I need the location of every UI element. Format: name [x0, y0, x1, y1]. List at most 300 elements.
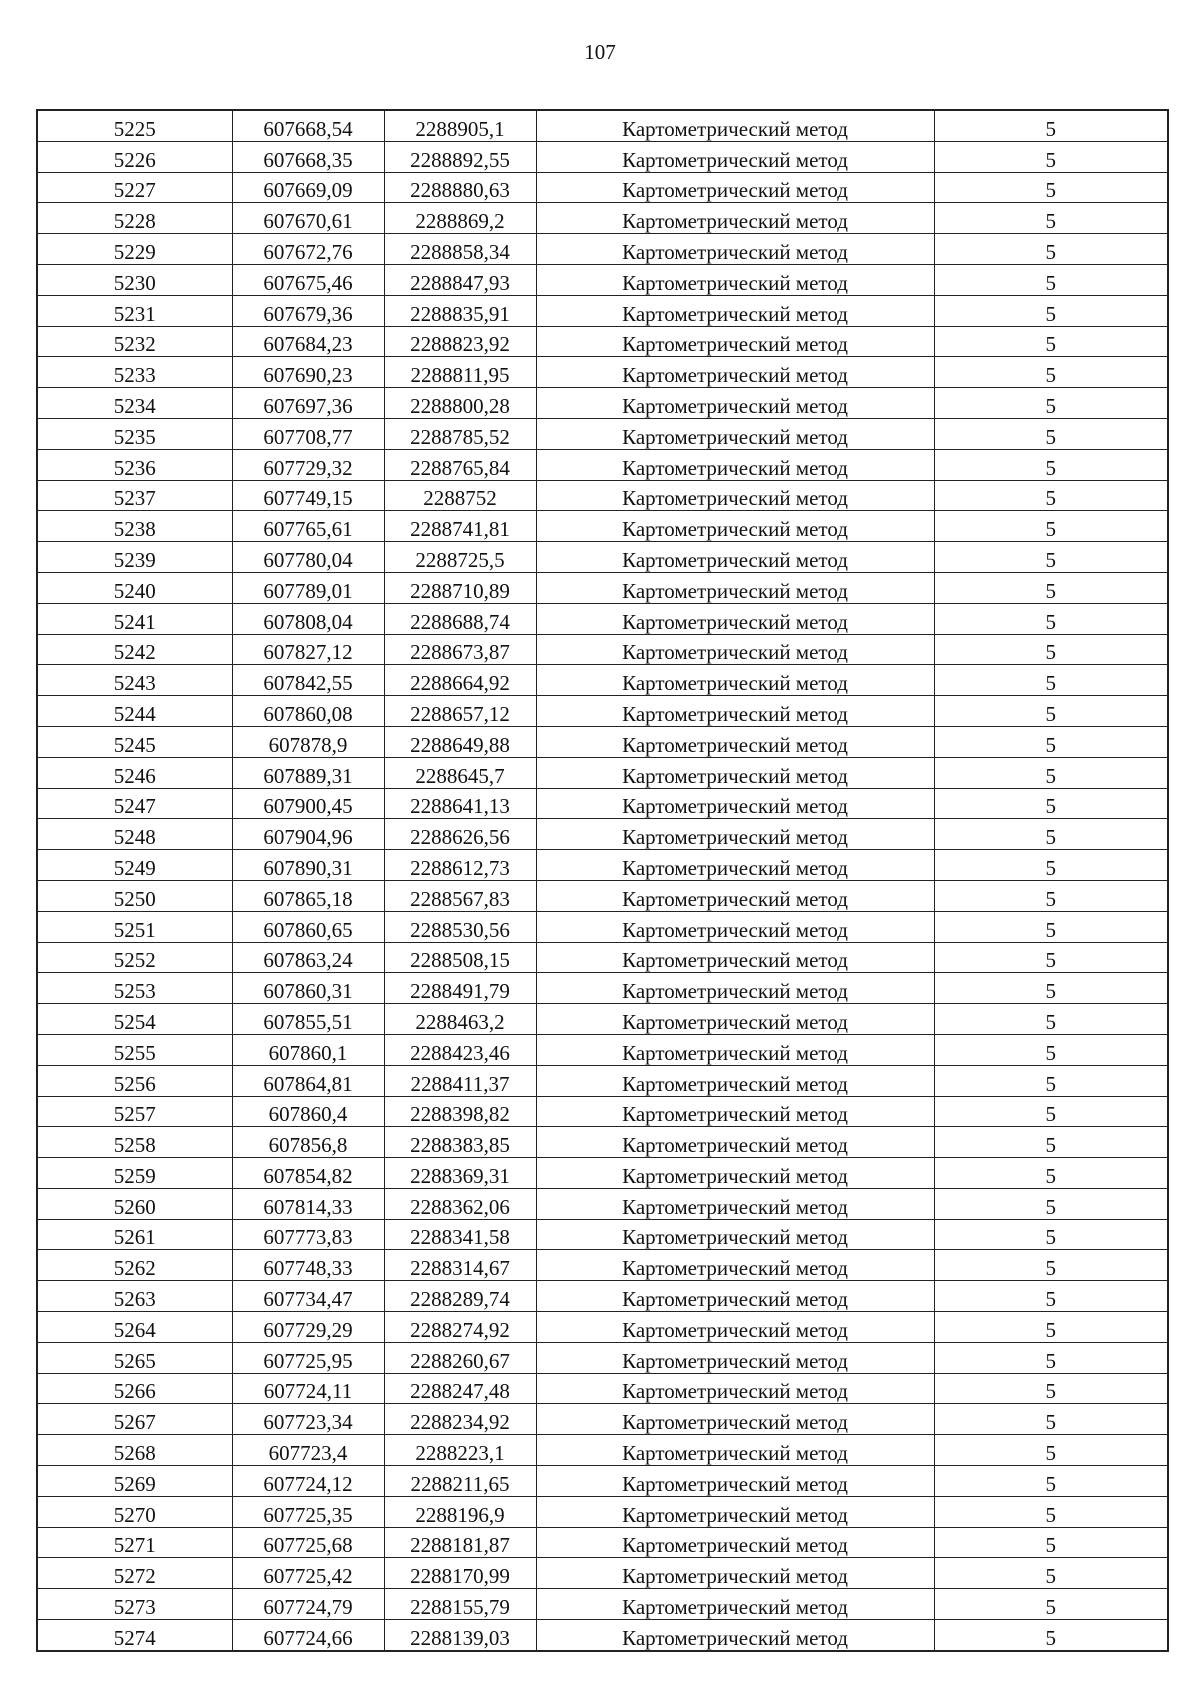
method-cell: Картометрический метод — [536, 1342, 934, 1373]
method-cell: Картометрический метод — [536, 1496, 934, 1527]
y-coordinate-cell: 2288612,73 — [384, 850, 536, 881]
x-coordinate-cell: 607860,31 — [232, 973, 384, 1004]
x-coordinate-cell: 607856,8 — [232, 1127, 384, 1158]
x-coordinate-cell: 607860,4 — [232, 1096, 384, 1127]
table-row — [37, 1496, 1168, 1527]
table-row — [37, 757, 1168, 788]
point-number-cell: 5248 — [37, 819, 232, 850]
accuracy-cell: 5 — [934, 572, 1168, 603]
y-coordinate-cell: 2288785,52 — [384, 418, 536, 449]
y-coordinate-cell: 2288274,92 — [384, 1312, 536, 1343]
accuracy-cell: 5 — [934, 141, 1168, 172]
page-number: 107 — [584, 40, 616, 64]
point-number-cell: 5247 — [37, 788, 232, 819]
point-number-cell: 5231 — [37, 295, 232, 326]
method-cell: Картометрический метод — [536, 542, 934, 573]
accuracy-cell: 5 — [934, 1188, 1168, 1219]
y-coordinate-cell: 2288905,1 — [384, 110, 536, 141]
accuracy-cell: 5 — [934, 665, 1168, 696]
table-row — [37, 264, 1168, 295]
point-number-cell: 5259 — [37, 1158, 232, 1189]
method-cell: Картометрический метод — [536, 110, 934, 141]
x-coordinate-cell: 607863,24 — [232, 942, 384, 973]
method-cell: Картометрический метод — [536, 973, 934, 1004]
point-number-cell: 5244 — [37, 696, 232, 727]
point-number-cell: 5271 — [37, 1527, 232, 1558]
method-cell: Картометрический метод — [536, 850, 934, 881]
y-coordinate-cell: 2288181,87 — [384, 1527, 536, 1558]
y-coordinate-cell: 2288223,1 — [384, 1435, 536, 1466]
table-row — [37, 1404, 1168, 1435]
x-coordinate-cell: 607860,1 — [232, 1034, 384, 1065]
accuracy-cell: 5 — [934, 1250, 1168, 1281]
accuracy-cell: 5 — [934, 418, 1168, 449]
method-cell: Картометрический метод — [536, 757, 934, 788]
method-cell: Картометрический метод — [536, 357, 934, 388]
method-cell: Картометрический метод — [536, 942, 934, 973]
y-coordinate-cell: 2288362,06 — [384, 1188, 536, 1219]
accuracy-cell: 5 — [934, 911, 1168, 942]
table-row — [37, 603, 1168, 634]
table-row — [37, 203, 1168, 234]
x-coordinate-cell: 607814,33 — [232, 1188, 384, 1219]
method-cell: Картометрический метод — [536, 911, 934, 942]
method-cell: Картометрический метод — [536, 234, 934, 265]
method-cell: Картометрический метод — [536, 1435, 934, 1466]
point-number-cell: 5274 — [37, 1620, 232, 1651]
point-number-cell: 5268 — [37, 1435, 232, 1466]
y-coordinate-cell: 2288211,65 — [384, 1466, 536, 1497]
point-number-cell: 5225 — [37, 110, 232, 141]
y-coordinate-cell: 2288649,88 — [384, 726, 536, 757]
table-row — [37, 1250, 1168, 1281]
table-row — [37, 1034, 1168, 1065]
method-cell: Картометрический метод — [536, 1589, 934, 1620]
point-number-cell: 5263 — [37, 1281, 232, 1312]
y-coordinate-cell: 2288423,46 — [384, 1034, 536, 1065]
x-coordinate-cell: 607697,36 — [232, 388, 384, 419]
point-number-cell: 5230 — [37, 264, 232, 295]
method-cell: Картометрический метод — [536, 1219, 934, 1250]
y-coordinate-cell: 2288847,93 — [384, 264, 536, 295]
y-coordinate-cell: 2288508,15 — [384, 942, 536, 973]
table-row — [37, 1188, 1168, 1219]
accuracy-cell: 5 — [934, 696, 1168, 727]
coordinates-table — [36, 109, 1169, 1652]
method-cell: Картометрический метод — [536, 1527, 934, 1558]
accuracy-cell: 5 — [934, 757, 1168, 788]
y-coordinate-cell: 2288463,2 — [384, 1004, 536, 1035]
x-coordinate-cell: 607729,29 — [232, 1312, 384, 1343]
x-coordinate-cell: 607725,95 — [232, 1342, 384, 1373]
x-coordinate-cell: 607904,96 — [232, 819, 384, 850]
y-coordinate-cell: 2288710,89 — [384, 572, 536, 603]
method-cell: Картометрический метод — [536, 1312, 934, 1343]
table-row — [37, 172, 1168, 203]
method-cell: Картометрический метод — [536, 203, 934, 234]
accuracy-cell: 5 — [934, 942, 1168, 973]
method-cell: Картометрический метод — [536, 603, 934, 634]
point-number-cell: 5238 — [37, 511, 232, 542]
method-cell: Картометрический метод — [536, 264, 934, 295]
method-cell: Картометрический метод — [536, 665, 934, 696]
point-number-cell: 5249 — [37, 850, 232, 881]
point-number-cell: 5255 — [37, 1034, 232, 1065]
point-number-cell: 5233 — [37, 357, 232, 388]
x-coordinate-cell: 607748,33 — [232, 1250, 384, 1281]
accuracy-cell: 5 — [934, 1281, 1168, 1312]
x-coordinate-cell: 607668,54 — [232, 110, 384, 141]
x-coordinate-cell: 607724,11 — [232, 1373, 384, 1404]
method-cell: Картометрический метод — [536, 1466, 934, 1497]
x-coordinate-cell: 607670,61 — [232, 203, 384, 234]
method-cell: Картометрический метод — [536, 1158, 934, 1189]
point-number-cell: 5237 — [37, 480, 232, 511]
table-row — [37, 880, 1168, 911]
method-cell: Картометрический метод — [536, 726, 934, 757]
x-coordinate-cell: 607723,4 — [232, 1435, 384, 1466]
point-number-cell: 5265 — [37, 1342, 232, 1373]
y-coordinate-cell: 2288657,12 — [384, 696, 536, 727]
method-cell: Картометрический метод — [536, 1004, 934, 1035]
accuracy-cell: 5 — [934, 726, 1168, 757]
table-row — [37, 326, 1168, 357]
point-number-cell: 5232 — [37, 326, 232, 357]
x-coordinate-cell: 607889,31 — [232, 757, 384, 788]
point-number-cell: 5239 — [37, 542, 232, 573]
y-coordinate-cell: 2288398,82 — [384, 1096, 536, 1127]
y-coordinate-cell: 2288341,58 — [384, 1219, 536, 1250]
y-coordinate-cell: 2288530,56 — [384, 911, 536, 942]
table-row — [37, 388, 1168, 419]
y-coordinate-cell: 2288247,48 — [384, 1373, 536, 1404]
point-number-cell: 5260 — [37, 1188, 232, 1219]
x-coordinate-cell: 607724,12 — [232, 1466, 384, 1497]
accuracy-cell: 5 — [934, 234, 1168, 265]
accuracy-cell: 5 — [934, 1435, 1168, 1466]
method-cell: Картометрический метод — [536, 880, 934, 911]
y-coordinate-cell: 2288892,55 — [384, 141, 536, 172]
table-row — [37, 1096, 1168, 1127]
x-coordinate-cell: 607878,9 — [232, 726, 384, 757]
y-coordinate-cell: 2288260,67 — [384, 1342, 536, 1373]
method-cell: Картометрический метод — [536, 819, 934, 850]
y-coordinate-cell: 2288800,28 — [384, 388, 536, 419]
x-coordinate-cell: 607900,45 — [232, 788, 384, 819]
y-coordinate-cell: 2288626,56 — [384, 819, 536, 850]
y-coordinate-cell: 2288869,2 — [384, 203, 536, 234]
accuracy-cell: 5 — [934, 603, 1168, 634]
y-coordinate-cell: 2288314,67 — [384, 1250, 536, 1281]
method-cell: Картометрический метод — [536, 449, 934, 480]
accuracy-cell: 5 — [934, 1065, 1168, 1096]
accuracy-cell: 5 — [934, 1466, 1168, 1497]
method-cell: Картометрический метод — [536, 1281, 934, 1312]
accuracy-cell: 5 — [934, 850, 1168, 881]
point-number-cell: 5272 — [37, 1558, 232, 1589]
y-coordinate-cell: 2288645,7 — [384, 757, 536, 788]
point-number-cell: 5264 — [37, 1312, 232, 1343]
accuracy-cell: 5 — [934, 1496, 1168, 1527]
point-number-cell: 5240 — [37, 572, 232, 603]
accuracy-cell: 5 — [934, 1312, 1168, 1343]
x-coordinate-cell: 607723,34 — [232, 1404, 384, 1435]
point-number-cell: 5261 — [37, 1219, 232, 1250]
y-coordinate-cell: 2288741,81 — [384, 511, 536, 542]
y-coordinate-cell: 2288491,79 — [384, 973, 536, 1004]
y-coordinate-cell: 2288139,03 — [384, 1620, 536, 1651]
x-coordinate-cell: 607684,23 — [232, 326, 384, 357]
y-coordinate-cell: 2288725,5 — [384, 542, 536, 573]
point-number-cell: 5236 — [37, 449, 232, 480]
y-coordinate-cell: 2288664,92 — [384, 665, 536, 696]
point-number-cell: 5234 — [37, 388, 232, 419]
accuracy-cell: 5 — [934, 973, 1168, 1004]
table-row — [37, 1281, 1168, 1312]
accuracy-cell: 5 — [934, 357, 1168, 388]
x-coordinate-cell: 607780,04 — [232, 542, 384, 573]
table-row — [37, 634, 1168, 665]
x-coordinate-cell: 607725,35 — [232, 1496, 384, 1527]
accuracy-cell: 5 — [934, 819, 1168, 850]
method-cell: Картометрический метод — [536, 788, 934, 819]
y-coordinate-cell: 2288369,31 — [384, 1158, 536, 1189]
table-row — [37, 1127, 1168, 1158]
point-number-cell: 5253 — [37, 973, 232, 1004]
x-coordinate-cell: 607729,32 — [232, 449, 384, 480]
table-row — [37, 1065, 1168, 1096]
x-coordinate-cell: 607864,81 — [232, 1065, 384, 1096]
y-coordinate-cell: 2288196,9 — [384, 1496, 536, 1527]
y-coordinate-cell: 2288289,74 — [384, 1281, 536, 1312]
y-coordinate-cell: 2288752 — [384, 480, 536, 511]
point-number-cell: 5273 — [37, 1589, 232, 1620]
table-row — [37, 942, 1168, 973]
method-cell: Картометрический метод — [536, 1558, 934, 1589]
x-coordinate-cell: 607708,77 — [232, 418, 384, 449]
table-row — [37, 1342, 1168, 1373]
y-coordinate-cell: 2288858,34 — [384, 234, 536, 265]
method-cell: Картометрический метод — [536, 1250, 934, 1281]
accuracy-cell: 5 — [934, 1096, 1168, 1127]
accuracy-cell: 5 — [934, 1158, 1168, 1189]
y-coordinate-cell: 2288411,37 — [384, 1065, 536, 1096]
accuracy-cell: 5 — [934, 1342, 1168, 1373]
table-row — [37, 449, 1168, 480]
accuracy-cell: 5 — [934, 326, 1168, 357]
table-row — [37, 1373, 1168, 1404]
method-cell: Картометрический метод — [536, 572, 934, 603]
x-coordinate-cell: 607860,08 — [232, 696, 384, 727]
accuracy-cell: 5 — [934, 788, 1168, 819]
y-coordinate-cell: 2288811,95 — [384, 357, 536, 388]
x-coordinate-cell: 607725,42 — [232, 1558, 384, 1589]
x-coordinate-cell: 607854,82 — [232, 1158, 384, 1189]
method-cell: Картометрический метод — [536, 326, 934, 357]
accuracy-cell: 5 — [934, 388, 1168, 419]
table-row — [37, 1589, 1168, 1620]
x-coordinate-cell: 607690,23 — [232, 357, 384, 388]
accuracy-cell: 5 — [934, 480, 1168, 511]
table-row — [37, 418, 1168, 449]
method-cell: Картометрический метод — [536, 172, 934, 203]
accuracy-cell: 5 — [934, 203, 1168, 234]
x-coordinate-cell: 607734,47 — [232, 1281, 384, 1312]
method-cell: Картометрический метод — [536, 418, 934, 449]
table-row — [37, 1466, 1168, 1497]
y-coordinate-cell: 2288688,74 — [384, 603, 536, 634]
x-coordinate-cell: 607860,65 — [232, 911, 384, 942]
table-row — [37, 665, 1168, 696]
accuracy-cell: 5 — [934, 1034, 1168, 1065]
x-coordinate-cell: 607675,46 — [232, 264, 384, 295]
point-number-cell: 5254 — [37, 1004, 232, 1035]
method-cell: Картометрический метод — [536, 1096, 934, 1127]
accuracy-cell: 5 — [934, 1127, 1168, 1158]
x-coordinate-cell: 607789,01 — [232, 572, 384, 603]
method-cell: Картометрический метод — [536, 141, 934, 172]
point-number-cell: 5256 — [37, 1065, 232, 1096]
point-number-cell: 5242 — [37, 634, 232, 665]
table-row — [37, 1435, 1168, 1466]
x-coordinate-cell: 607865,18 — [232, 880, 384, 911]
point-number-cell: 5269 — [37, 1466, 232, 1497]
table-row — [37, 480, 1168, 511]
accuracy-cell: 5 — [934, 1527, 1168, 1558]
point-number-cell: 5228 — [37, 203, 232, 234]
accuracy-cell: 5 — [934, 1004, 1168, 1035]
x-coordinate-cell: 607890,31 — [232, 850, 384, 881]
point-number-cell: 5245 — [37, 726, 232, 757]
y-coordinate-cell: 2288823,92 — [384, 326, 536, 357]
y-coordinate-cell: 2288234,92 — [384, 1404, 536, 1435]
point-number-cell: 5267 — [37, 1404, 232, 1435]
method-cell: Картометрический метод — [536, 1620, 934, 1651]
table-body — [37, 110, 1168, 1651]
method-cell: Картометрический метод — [536, 634, 934, 665]
method-cell: Картометрический метод — [536, 1034, 934, 1065]
accuracy-cell: 5 — [934, 1589, 1168, 1620]
table-row — [37, 234, 1168, 265]
y-coordinate-cell: 2288155,79 — [384, 1589, 536, 1620]
point-number-cell: 5257 — [37, 1096, 232, 1127]
y-coordinate-cell: 2288765,84 — [384, 449, 536, 480]
accuracy-cell: 5 — [934, 1558, 1168, 1589]
table-row — [37, 788, 1168, 819]
y-coordinate-cell: 2288641,13 — [384, 788, 536, 819]
method-cell: Картометрический метод — [536, 1373, 934, 1404]
point-number-cell: 5243 — [37, 665, 232, 696]
x-coordinate-cell: 607669,09 — [232, 172, 384, 203]
accuracy-cell: 5 — [934, 295, 1168, 326]
y-coordinate-cell: 2288567,83 — [384, 880, 536, 911]
method-cell: Картометрический метод — [536, 388, 934, 419]
method-cell: Картометрический метод — [536, 1065, 934, 1096]
accuracy-cell: 5 — [934, 1404, 1168, 1435]
x-coordinate-cell: 607668,35 — [232, 141, 384, 172]
accuracy-cell: 5 — [934, 1219, 1168, 1250]
table-row — [37, 542, 1168, 573]
y-coordinate-cell: 2288880,63 — [384, 172, 536, 203]
y-coordinate-cell: 2288170,99 — [384, 1558, 536, 1589]
point-number-cell: 5262 — [37, 1250, 232, 1281]
x-coordinate-cell: 607808,04 — [232, 603, 384, 634]
x-coordinate-cell: 607672,76 — [232, 234, 384, 265]
accuracy-cell: 5 — [934, 511, 1168, 542]
table-row — [37, 973, 1168, 1004]
x-coordinate-cell: 607679,36 — [232, 295, 384, 326]
x-coordinate-cell: 607842,55 — [232, 665, 384, 696]
table-row — [37, 819, 1168, 850]
y-coordinate-cell: 2288673,87 — [384, 634, 536, 665]
table-row — [37, 696, 1168, 727]
accuracy-cell: 5 — [934, 542, 1168, 573]
table-row — [37, 911, 1168, 942]
table-row — [37, 572, 1168, 603]
point-number-cell: 5252 — [37, 942, 232, 973]
method-cell: Картометрический метод — [536, 480, 934, 511]
accuracy-cell: 5 — [934, 449, 1168, 480]
table-row — [37, 1558, 1168, 1589]
accuracy-cell: 5 — [934, 1373, 1168, 1404]
point-number-cell: 5270 — [37, 1496, 232, 1527]
x-coordinate-cell: 607725,68 — [232, 1527, 384, 1558]
x-coordinate-cell: 607724,79 — [232, 1589, 384, 1620]
table-row — [37, 1158, 1168, 1189]
point-number-cell: 5241 — [37, 603, 232, 634]
table-row — [37, 850, 1168, 881]
accuracy-cell: 5 — [934, 110, 1168, 141]
method-cell: Картометрический метод — [536, 1188, 934, 1219]
table-row — [37, 357, 1168, 388]
method-cell: Картометрический метод — [536, 696, 934, 727]
table-row — [37, 1004, 1168, 1035]
x-coordinate-cell: 607827,12 — [232, 634, 384, 665]
point-number-cell: 5266 — [37, 1373, 232, 1404]
table-row — [37, 141, 1168, 172]
accuracy-cell: 5 — [934, 172, 1168, 203]
x-coordinate-cell: 607773,83 — [232, 1219, 384, 1250]
x-coordinate-cell: 607855,51 — [232, 1004, 384, 1035]
accuracy-cell: 5 — [934, 634, 1168, 665]
method-cell: Картометрический метод — [536, 295, 934, 326]
method-cell: Картометрический метод — [536, 511, 934, 542]
point-number-cell: 5235 — [37, 418, 232, 449]
point-number-cell: 5251 — [37, 911, 232, 942]
method-cell: Картометрический метод — [536, 1127, 934, 1158]
method-cell: Картометрический метод — [536, 1404, 934, 1435]
accuracy-cell: 5 — [934, 264, 1168, 295]
point-number-cell: 5226 — [37, 141, 232, 172]
accuracy-cell: 5 — [934, 1620, 1168, 1651]
y-coordinate-cell: 2288835,91 — [384, 295, 536, 326]
point-number-cell: 5246 — [37, 757, 232, 788]
table-row — [37, 1620, 1168, 1651]
table-row — [37, 110, 1168, 141]
accuracy-cell: 5 — [934, 880, 1168, 911]
point-number-cell: 5227 — [37, 172, 232, 203]
point-number-cell: 5258 — [37, 1127, 232, 1158]
table-row — [37, 295, 1168, 326]
table-row — [37, 1219, 1168, 1250]
x-coordinate-cell: 607749,15 — [232, 480, 384, 511]
point-number-cell: 5229 — [37, 234, 232, 265]
table-row — [37, 1312, 1168, 1343]
y-coordinate-cell: 2288383,85 — [384, 1127, 536, 1158]
x-coordinate-cell: 607765,61 — [232, 511, 384, 542]
table-row — [37, 511, 1168, 542]
table-row — [37, 1527, 1168, 1558]
